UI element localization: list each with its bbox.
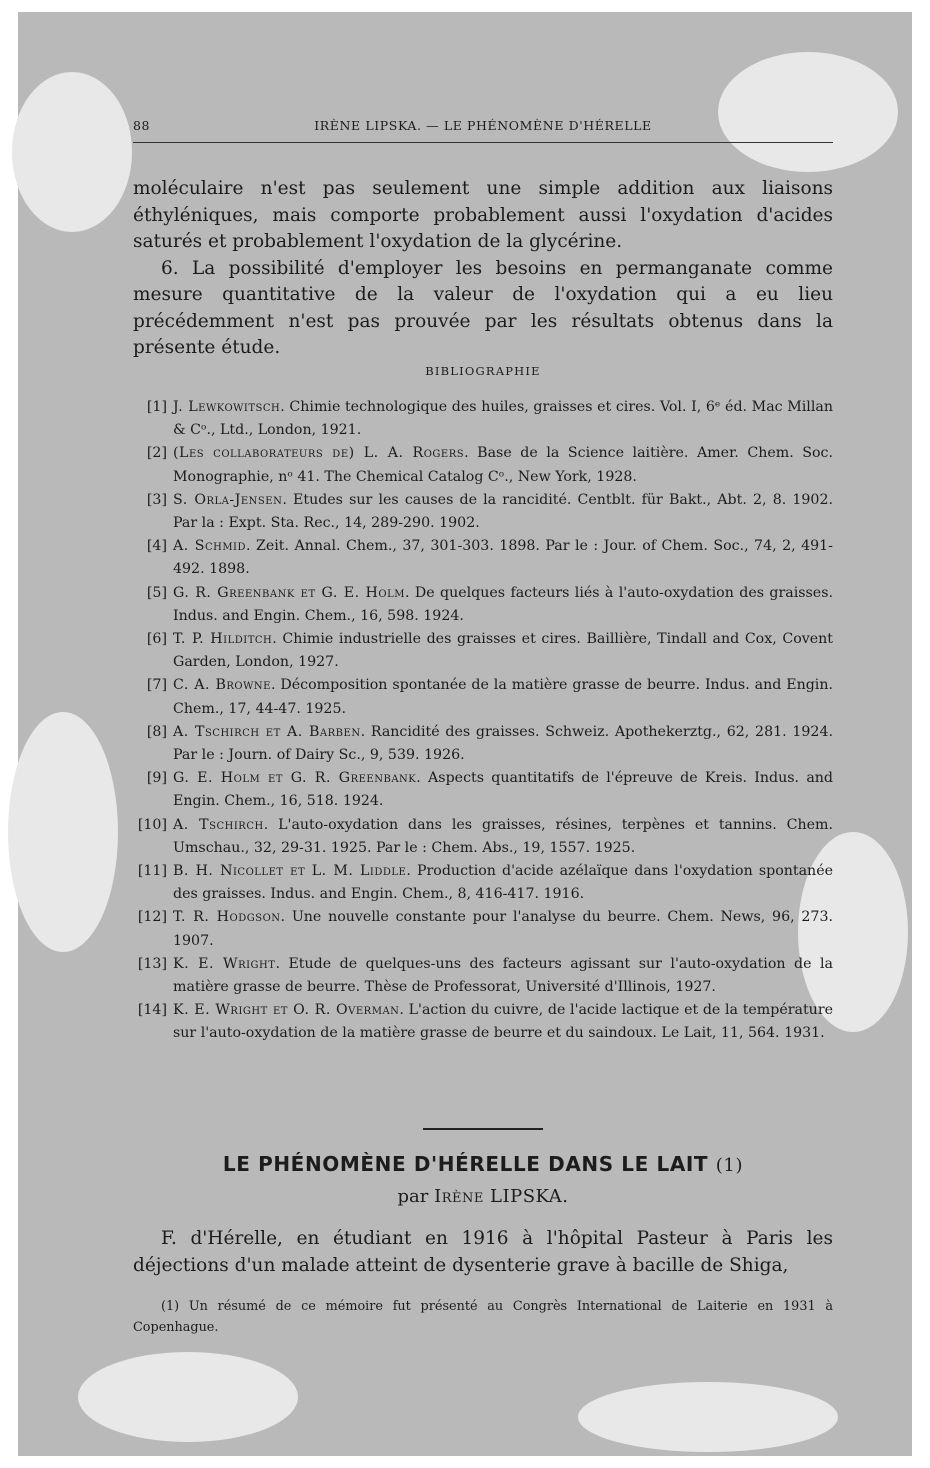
article-paragraph: F. d'Hérelle, en étudiant en 1916 à l'hôpital Pasteur à Paris les déjections d'un malade atteint de dysenterie grave à bacille de Shiga, (133, 1228, 833, 1276)
reference-13: [13] K. E. Wright. Etude de quelques-uns des facteurs agissant sur l'auto-oxydation de la matière grasse de beurre. Thèse de Professorat, Université d'Illinois, 1927. (137, 955, 833, 996)
header-rule (133, 142, 833, 143)
paragraph-conclusion-6: 6. La possibilité d'employer les besoins en permanganate comme mesure quantitative de la valeur de l'oxydation qui a eu lieu précédemment n'est pas prouvée par les résultats obtenus dans la présente étude. (133, 257, 833, 358)
article-body (133, 1226, 833, 1279)
body-text (133, 176, 833, 362)
reference-1: [1] J. Lewkowitsch. Chimie technologique des huiles, graisses et cires. Vol. I, 6ᵉ éd. Mac Millan & Cᵒ., Ltd., London, 1921. (146, 399, 833, 439)
bibliography-list (133, 396, 833, 1046)
reference-12: [12] T. R. Hodgson. Une nouvelle constante pour l'analyse du beurre. Chem. News, 96, 273. 1907. (137, 909, 833, 949)
section-separator (423, 1128, 543, 1130)
byline: par Irène LIPSKA. (397, 1186, 569, 1207)
reference-6: [6] T. P. Hilditch. Chimie industrielle des graisses et cires. Baillière, Tindall and Cox, Covent Garden, London, 1927. (146, 631, 833, 671)
reference-10: [10] A. Tschirch. L'auto-oxydation dans les graisses, résines, terpènes et tannins. Chem. Umschau., 32, 29-31. 1925. Par le : Chem. Abs., 19, 1557. 1925. (137, 816, 833, 856)
reference-7: [7] C. A. Browne. Décomposition spontanée de la matière grasse de beurre. Indus. and Engin. Chem., 17, 44-47. 1925. (146, 677, 833, 717)
footnote-marker: (1) (715, 1155, 744, 1176)
reference-9: [9] G. E. Holm et G. R. Greenbank. Aspects quantitatifs de l'épreuve de Kreis. Indus. and Engin. Chem., 16, 518. 1924. (146, 770, 833, 810)
reference-4: [4] A. Schmid. Zeit. Annal. Chem., 37, 301-303. 1898. Par le : Jour. of Chem. Soc., 74, 2, 491-492. 1898. (146, 538, 833, 578)
reference-14: [14] K. E. Wright et O. R. Overman. L'action du cuivre, de l'acide lactique et de la température sur l'auto-oxydation de la matière grasse de beurre et du saindoux. Le Lait, 11, 564. 1931. (137, 1002, 833, 1042)
article-title: LE PHÉNOMÈNE D'HÉRELLE DANS LE LAIT (1) (222, 1152, 744, 1176)
reference-11: [11] B. H. Nicollet et L. M. Liddle. Production d'acide azélaïque dans l'oxydation spontanée des graisses. Indus. and Engin. Chem., 8, 416-417. 1916. (137, 863, 833, 903)
paragraph-continued: moléculaire n'est pas seulement une simple addition aux liaisons éthyléniques, mais comporte probablement aussi l'oxydation d'acides saturés et probablement l'oxydation de la glycérine. (133, 178, 833, 252)
page-number: 88 (133, 118, 151, 133)
running-title: IRÈNE LIPSKA. — LE PHÉNOMÈNE D'HÉRELLE (314, 118, 652, 133)
reference-8: [8] A. Tschirch et A. Barben. Rancidité des graisses. Schweiz. Apothekerztg., 62, 281. 1924. Par le : Journ. of Dairy Sc., 9, 539. 1926. (146, 723, 833, 764)
reference-2: [2] (Les collaborateurs de) L. A. Rogers. Base de la Science laitière. Amer. Chem. Soc. Monographie, nᵒ 41. The Chemical Catalog Cᵒ., New York, 1928. (146, 445, 833, 485)
footnote: (1) Un résumé de ce mémoire fut présenté au Congrès International de Laiterie en 1931 à Copenhague. (133, 1299, 833, 1335)
reference-3: [3] S. Orla-Jensen. Etudes sur les causes de la rancidité. Centblt. für Bakt., Abt. 2, 8. 1902. Par la : Expt. Sta. Rec., 14, 289-290. 1902. (146, 491, 833, 532)
bibliography-heading: BIBLIOGRAPHIE (425, 364, 541, 378)
author-name: Irène LIPSKA. (434, 1186, 569, 1207)
reference-5: [5] G. R. Greenbank et G. E. Holm. De quelques facteurs liés à l'auto-oxydation des graisses. Indus. and Engin. Chem., 16, 598. 1924. (146, 584, 833, 624)
